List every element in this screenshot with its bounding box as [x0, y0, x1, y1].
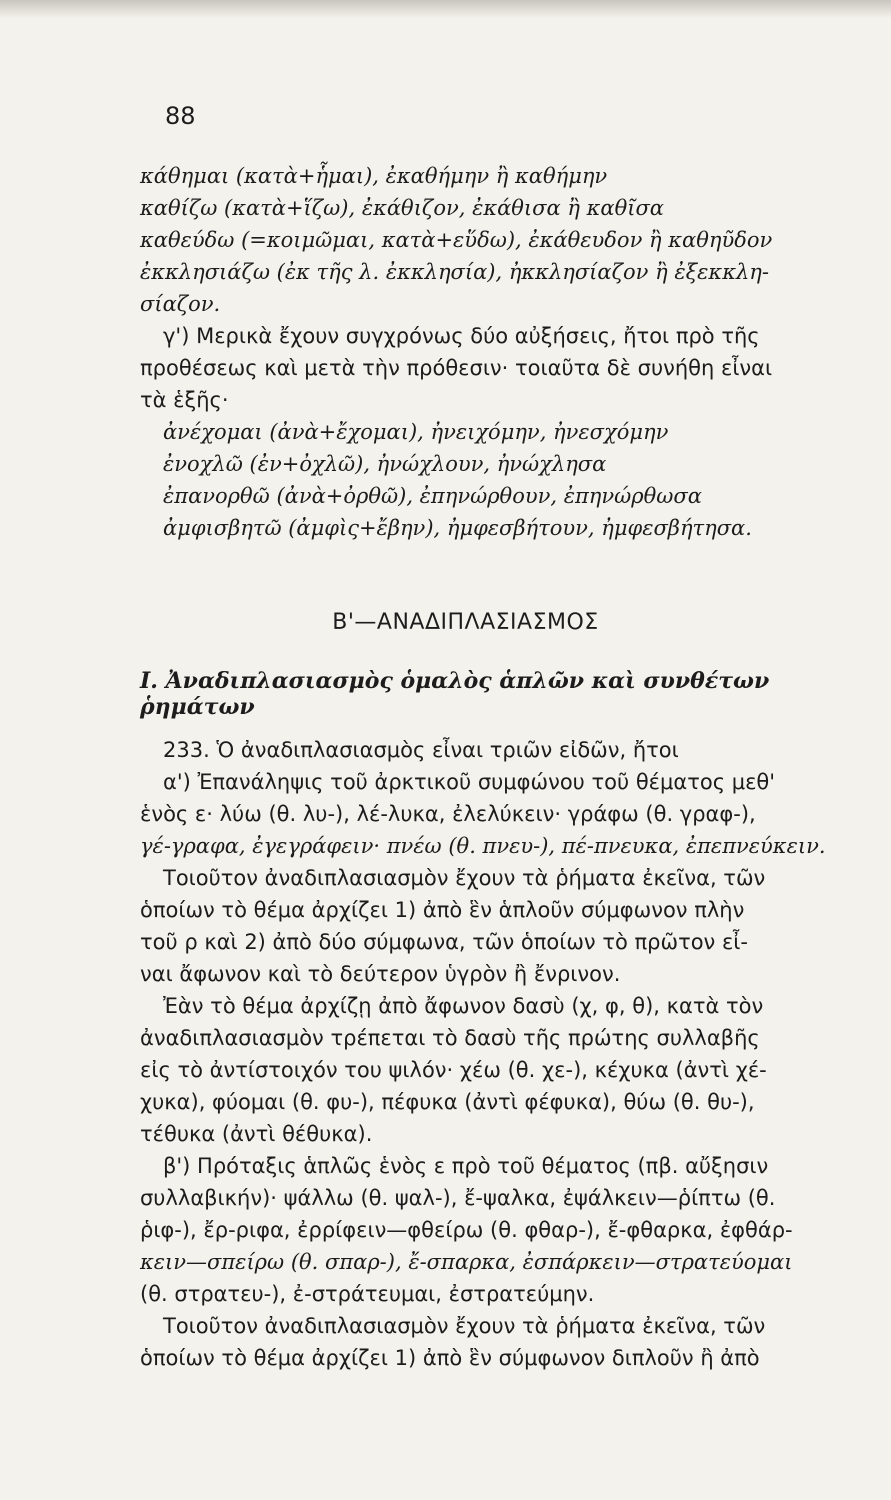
text-line: προθέσεως καὶ μετὰ τὴν πρόθεσιν· τοιαῦτα δὲ συνήθη εἶναι — [140, 356, 773, 380]
text-line: γέ-γραφα, ἐγεγράφειν· πνέω (θ. πνευ-), πέ-πνευκα, ἐπεπνεύκειν. — [140, 834, 826, 858]
text-line: ἐνοχλῶ (ἐν+ὀχλῶ), ἠνώχλουν, ἠνώχλησα — [163, 452, 607, 476]
text-line: ἑνὸς ε· λύω (θ. λυ-), λέ-λυκα, ἐλελύκειν· γράφω (θ. γραφ-), — [140, 802, 756, 826]
text-line: καθίζω (κατὰ+ἵζω), ἐκάθιζον, ἐκάθισα ἢ καθῖσα — [140, 196, 664, 220]
text-line: ῥιφ-), ἔρ-ριφα, ἐρρίφειν—φθείρω (θ. φθαρ-), ἔ-φθαρκα, ἐφθάρ- — [140, 1218, 793, 1242]
text-line: τὰ ἑξῆς· — [140, 388, 229, 412]
text-line: Τοιοῦτον ἀναδιπλασιασμὸν ἔχουν τὰ ῥήματα ἐκεῖνα, τῶν — [163, 866, 766, 890]
text-line: ἐπανορθῶ (ἀνὰ+ὀρθῶ), ἐπηνώρθουν, ἐπηνώρθωσα — [163, 484, 702, 508]
text-line: χυκα), φύομαι (θ. φυ-), πέφυκα (ἀντὶ φέφυκα), θύω (θ. θυ-), — [140, 1090, 755, 1114]
section-heading: Β'—ΑΝΑΔΙΠΛΑΣΙΑΣΜΟΣ — [332, 610, 599, 635]
text-line: τοῦ ρ καὶ 2) ἀπὸ δύο σύμφωνα, τῶν ὁποίων τὸ πρῶτον εἶ- — [140, 930, 748, 954]
text-line: 233. Ὁ ἀναδιπλασιασμὸς εἶναι τριῶν εἰδῶν, ἤτοι — [163, 738, 679, 762]
text-line: κειν—σπείρω (θ. σπαρ-), ἔ-σπαρκα, ἐσπάρκειν—στρατεύομαι — [140, 1250, 793, 1274]
text-line: συλλαβικήν)· ψάλλω (θ. ψαλ-), ἔ-ψαλκα, ἐψάλκειν—ῥίπτω (θ. — [140, 1186, 776, 1210]
text-line: ἀνέχομαι (ἀνὰ+ἔχομαι), ἠνειχόμην, ἠνεσχόμην — [163, 420, 669, 444]
paragraph-233-block — [140, 734, 875, 1374]
text-line: ἀμφισβητῶ (ἀμφὶς+ἔβην), ἠμφεσβήτουν, ἠμφεσβήτησα. — [163, 516, 752, 540]
text-line: κάθημαι (κατὰ+ἧμαι), ἐκαθήμην ἢ καθήμην — [140, 164, 608, 188]
text-line: ναι ἄφωνον καὶ τὸ δεύτερον ὑγρὸν ἢ ἔνρινον. — [140, 962, 621, 986]
text-line: σίαζον. — [140, 292, 221, 316]
text-line: ἐκκλησιάζω (ἐκ τῆς λ. ἐκκλησία), ἠκκλησίαζον ἢ ἐξεκκλη- — [140, 260, 769, 284]
text-line: ὁποίων τὸ θέμα ἀρχίζει 1) ἀπὸ ἓν ἁπλοῦν σύμφωνον πλὴν — [140, 898, 745, 922]
text-line: Τοιοῦτον ἀναδιπλασιασμὸν ἔχουν τὰ ῥήματα ἐκεῖνα, τῶν — [163, 1314, 766, 1338]
text-line: ἀναδιπλασιασμὸν τρέπεται τὸ δασὺ τῆς πρώτης συλλαβῆς — [140, 1026, 760, 1050]
subsection-heading: Ι. Ἀναδιπλασιασμὸς ὁμαλὸς ἁπλῶν καὶ συνθέτων ῥημάτων — [140, 668, 770, 720]
augment-examples-block — [140, 160, 875, 544]
text-line: β') Πρόταξις ἁπλῶς ἑνὸς ε πρὸ τοῦ θέματος (πβ. αὔξησιν — [163, 1154, 769, 1178]
text-line: α') Ἐπανάληψις τοῦ ἀρκτικοῦ συμφώνου τοῦ θέματος μεθ' — [163, 770, 776, 794]
page-edge-shadow — [0, 0, 891, 18]
text-line: τέθυκα (ἀντὶ θέθυκα). — [140, 1122, 373, 1146]
text-line: εἰς τὸ ἀντίστοιχόν του ψιλόν· χέω (θ. χε-), κέχυκα (ἀντὶ χέ- — [140, 1058, 767, 1082]
text-line: γ') Μερικὰ ἔχουν συγχρόνως δύο αὐξήσεις, ἤτοι πρὸ τῆς — [163, 324, 760, 348]
text-line: (θ. στρατευ-), ἐ-στράτευμαι, ἐστρατεύμην. — [140, 1282, 595, 1306]
text-line: Ἐὰν τὸ θέμα ἀρχίζῃ ἀπὸ ἄφωνον δασὺ (χ, φ, θ), κατὰ τὸν — [163, 994, 764, 1018]
text-line: ὁποίων τὸ θέμα ἀρχίζει 1) ἀπὸ ἓν σύμφωνον διπλοῦν ἢ ἀπὸ — [140, 1346, 760, 1370]
text-line: καθεύδω (=κοιμῶμαι, κατὰ+εὕδω), ἐκάθευδον ἢ καθηῦδον — [140, 228, 773, 252]
page-number: 88 — [165, 102, 196, 130]
